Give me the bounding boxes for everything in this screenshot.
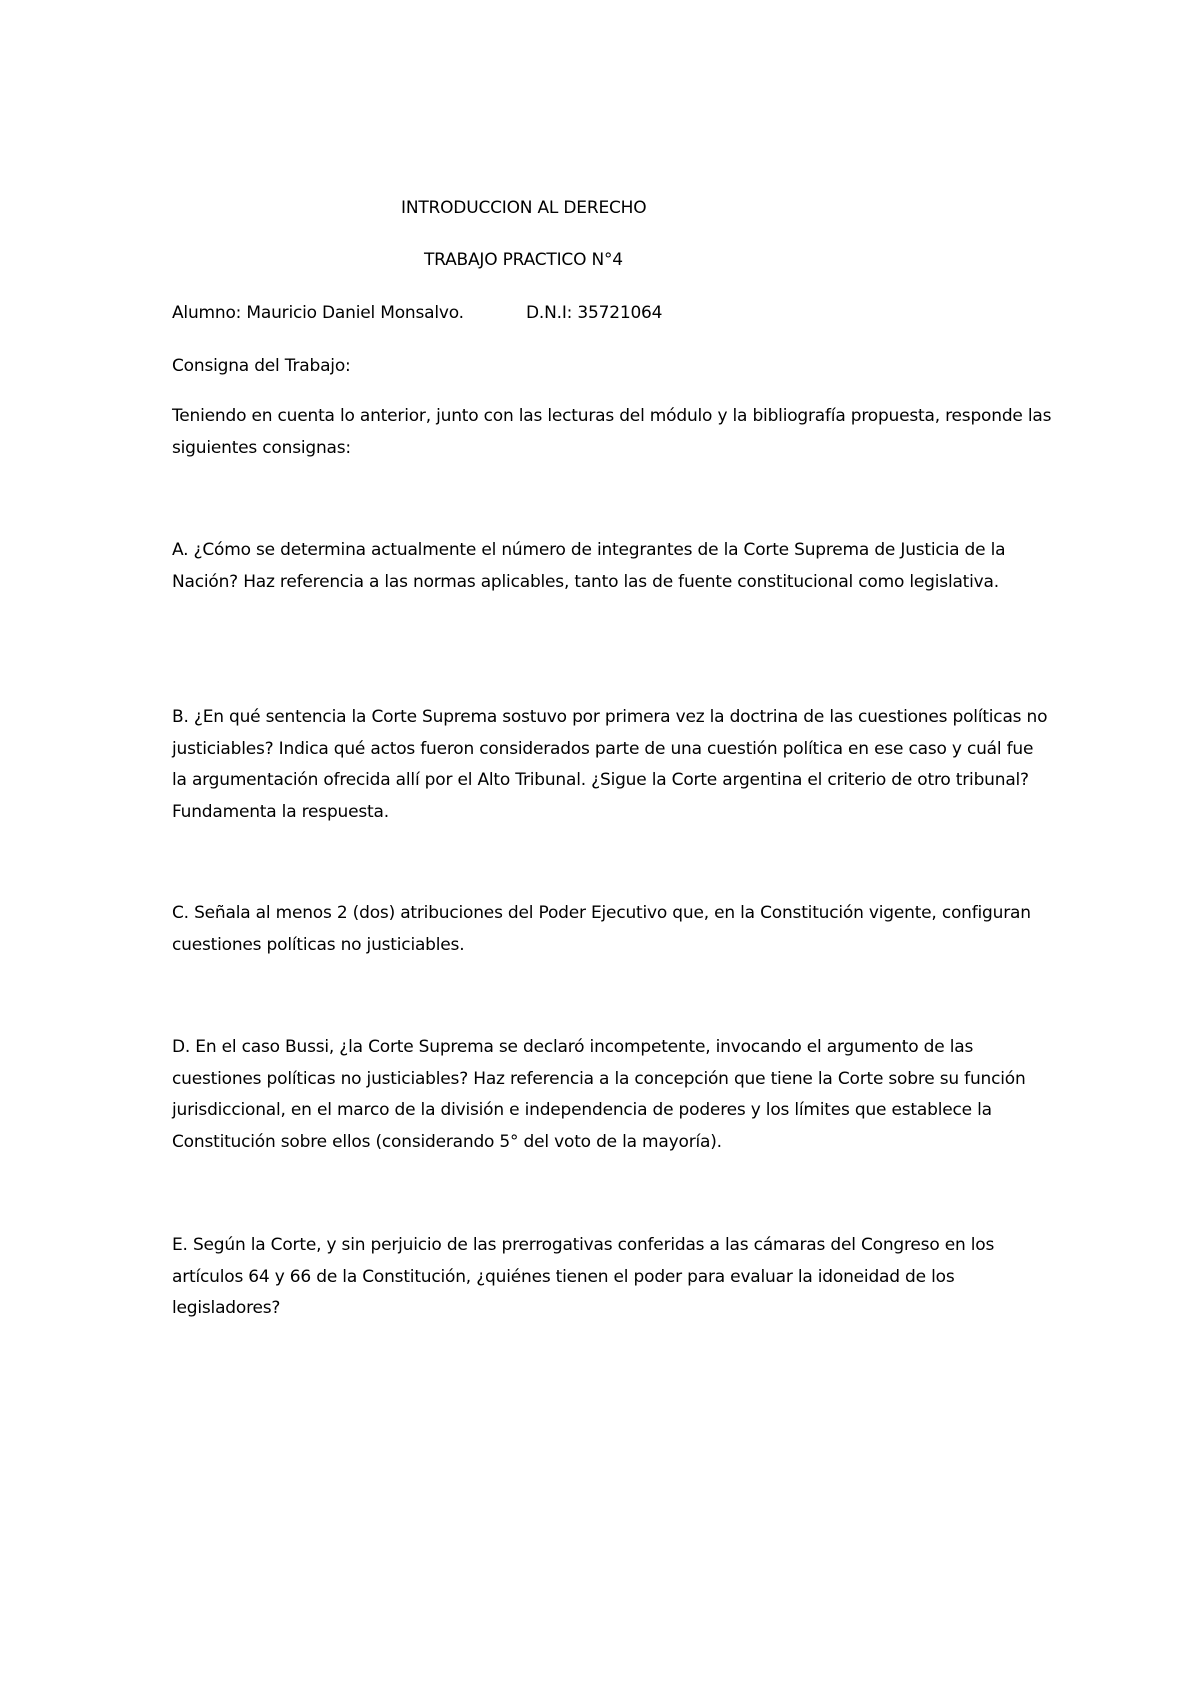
intro-paragraph: Teniendo en cuenta lo anterior, junto con las lecturas del módulo y la bibliografía propuesta, responde las siguientes consignas: — [172, 406, 1052, 458]
document-title: INTRODUCCION AL DERECHO — [401, 198, 647, 218]
question-e: E. Según la Corte, y sin perjuicio de las prerrogativas conferidas a las cámaras del Congreso en los artículos 64 y 66 de la Constitución, ¿quiénes tienen el poder para evaluar la idoneidad de los legisladores? — [172, 1235, 995, 1318]
student-name: Alumno: Mauricio Daniel Monsalvo. — [172, 303, 464, 323]
student-dni: D.N.I: 35721064 — [526, 303, 663, 323]
question-b: B. ¿En qué sentencia la Corte Suprema sostuvo por primera vez la doctrina de las cuestiones políticas no justiciables? Indica qué actos fueron considerados parte de una cuestión política en ese caso y cuál fue la argumentación ofrecida allí por el Alto Tribunal. ¿Sigue la Corte argentina el criterio de otro tribunal? Fundamenta la respuesta. — [172, 707, 1048, 822]
question-a: A. ¿Cómo se determina actualmente el número de integrantes de la Corte Suprema de Justicia de la Nación? Haz referencia a las normas aplicables, tanto las de fuente constitucional como legislativa. — [172, 540, 1006, 592]
question-d: D. En el caso Bussi, ¿la Corte Suprema se declaró incompetente, invocando el argumento de las cuestiones políticas no justiciables? Haz referencia a la concepción que tiene la Corte sobre su función jurisdiccional, en el marco de la división e independencia de poderes y los límites que establece la Constitución sobre ellos (considerando 5° del voto de la mayoría). — [172, 1037, 1026, 1152]
question-c: C. Señala al menos 2 (dos) atribuciones del Poder Ejecutivo que, en la Constitución vigente, configuran cuestiones políticas no justiciables. — [172, 903, 1031, 955]
assignment-label: Consigna del Trabajo: — [172, 356, 351, 376]
document-subtitle: TRABAJO PRACTICO N°4 — [424, 250, 623, 270]
